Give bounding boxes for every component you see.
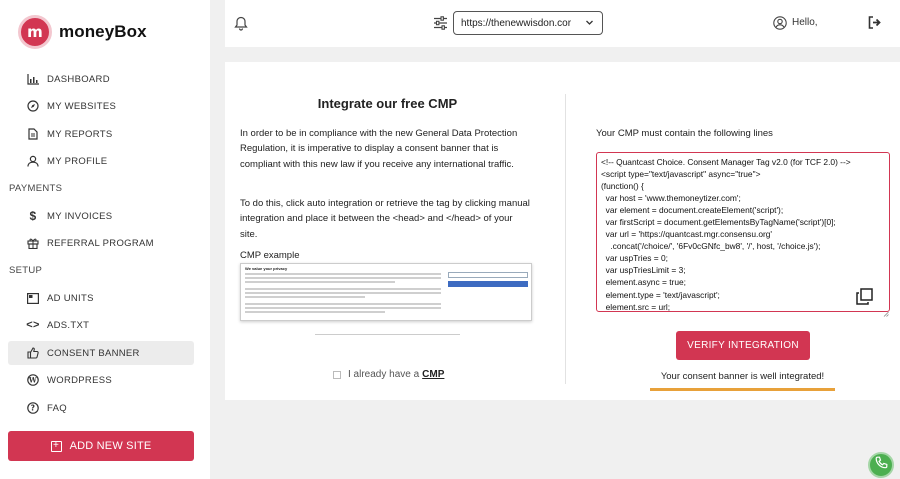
- copy-icon[interactable]: [856, 288, 873, 310]
- gift-icon: [26, 236, 40, 250]
- instructions-paragraph: To do this, click auto integration or retrieve the tag by clicking manual integration and place it between the <head> and </head> of your site.: [240, 198, 530, 240]
- sidebar-item-ads-txt[interactable]: [8, 313, 194, 337]
- preview-line: [245, 303, 441, 305]
- svg-text:?: ?: [30, 403, 36, 413]
- wordpress-icon: [26, 373, 40, 387]
- sidebar-item-label: REFERRAL PROGRAM: [47, 237, 154, 249]
- success-message: Your consent banner is well integrated!: [660, 371, 825, 382]
- divider: [315, 334, 460, 335]
- resize-handle-icon[interactable]: [883, 304, 889, 322]
- preview-line: [245, 292, 441, 294]
- section-label-setup: SETUP: [9, 265, 43, 276]
- user-circle-icon[interactable]: [773, 16, 787, 35]
- intro-paragraph: In order to be in compliance with the new General Data Protection Regulation, it is imperative to display a consent banner that is compliant with this new law if you receive any international traffic.: [240, 128, 518, 170]
- add-new-site-button[interactable]: [8, 431, 194, 461]
- brand-logo[interactable]: [18, 15, 147, 49]
- sidebar-item-label: ADS.TXT: [47, 319, 90, 331]
- sidebar-item-consent-banner[interactable]: [8, 341, 194, 365]
- phone-support-button[interactable]: [868, 452, 894, 478]
- sidebar-item-label: FAQ: [47, 402, 67, 414]
- sidebar-item-referral-program[interactable]: [8, 231, 194, 255]
- greeting-text: Hello,: [792, 17, 818, 28]
- phone-icon: [875, 456, 888, 474]
- preview-agree-button: [448, 281, 528, 287]
- site-select[interactable]: [453, 11, 603, 35]
- already-have-cmp[interactable]: [333, 369, 444, 380]
- success-underline: [650, 388, 835, 391]
- sidebar-item-label: DASHBOARD: [47, 73, 110, 85]
- sidebar-item-dashboard[interactable]: [8, 67, 194, 91]
- thumbs-up-icon: [26, 346, 40, 360]
- cmp-example-image: [240, 263, 532, 321]
- preview-line: [245, 288, 441, 290]
- sidebar-item-my-profile[interactable]: [8, 149, 194, 173]
- sidebar-item-label: WORDPRESS: [47, 374, 112, 386]
- preview-line: [245, 277, 441, 279]
- sidebar-item-label: MY WEBSITES: [47, 100, 117, 112]
- sidebar-item-label: MY PROFILE: [47, 155, 108, 167]
- top-bar: [225, 0, 900, 47]
- question-icon: [26, 401, 40, 415]
- sidebar-item-faq[interactable]: [8, 396, 194, 420]
- preview-more-options-button: [448, 272, 528, 278]
- code-icon: <>: [26, 319, 40, 331]
- cmp-preview-title: We value your privacy: [245, 266, 288, 271]
- svg-text:W: W: [28, 375, 38, 385]
- integrate-cmp-card: [225, 62, 900, 400]
- chevron-down-icon: [585, 18, 594, 30]
- ad-units-icon: [26, 291, 40, 305]
- section-label-payments: PAYMENTS: [9, 183, 63, 194]
- cmp-lines-label: Your CMP must contain the following lines: [596, 128, 773, 139]
- user-icon: [26, 154, 40, 168]
- bar-chart-icon: [26, 72, 40, 86]
- dollar-icon: $: [29, 209, 37, 223]
- cmp-link[interactable]: CMP: [422, 369, 445, 380]
- sidebar: [0, 0, 210, 479]
- logout-icon[interactable]: [868, 16, 882, 34]
- page-title: Integrate our free CMP: [317, 96, 458, 111]
- sidebar-item-label: MY REPORTS: [47, 128, 113, 140]
- preview-line: [245, 307, 441, 309]
- sidebar-item-label: AD UNITS: [47, 292, 94, 304]
- preview-line: [245, 281, 395, 283]
- verify-integration-button[interactable]: VERIFY INTEGRATION: [676, 331, 810, 360]
- add-new-site-label: ADD NEW SITE: [69, 440, 152, 452]
- plus-icon: +: [51, 441, 62, 452]
- preview-line: [245, 273, 441, 275]
- sidebar-item-my-reports[interactable]: [8, 122, 194, 146]
- logo-mark: m: [18, 15, 52, 49]
- cmp-example-label: CMP example: [240, 250, 300, 261]
- document-icon: [26, 127, 40, 141]
- brand-name: moneyBox: [59, 22, 147, 41]
- preview-line: [245, 296, 365, 298]
- cmp-code-textarea[interactable]: <!-- Quantcast Choice. Consent Manager Tag v2.0 (for TCF 2.0) --> <script type="text/javascript" async="true"> (function() { var host = 'www.themoneytizer.com'; var element = document.createElement('script'); var firstScript = document.getElementsByTagName('script')[0]; var url = 'https://quantcast.mgr.consensu.org' .concat('/choice/', '6Fv0cGNfc_bw8', '/', host, '/choice.js'); var uspTries = 0; var uspTriesLimit = 3; element.async = true; element.type = 'text/javascript'; element.src = url;: [596, 152, 890, 312]
- sidebar-item-label: CONSENT BANNER: [47, 347, 140, 359]
- sidebar-item-ad-units[interactable]: [8, 286, 194, 310]
- sidebar-item-label: MY INVOICES: [47, 210, 113, 222]
- compass-icon: [26, 99, 40, 113]
- sidebar-item-my-invoices[interactable]: [8, 204, 194, 228]
- vertical-divider: [565, 94, 566, 384]
- filter-sliders-icon[interactable]: [433, 16, 448, 35]
- site-select-value: https://thenewwisdon.cor: [461, 17, 572, 29]
- sidebar-item-my-websites[interactable]: [8, 94, 194, 118]
- preview-line: [245, 311, 385, 313]
- already-have-cmp-checkbox[interactable]: [333, 371, 341, 379]
- bell-icon[interactable]: [234, 16, 248, 36]
- sidebar-item-wordpress[interactable]: [8, 368, 194, 392]
- already-have-cmp-text: I already have a: [348, 369, 420, 380]
